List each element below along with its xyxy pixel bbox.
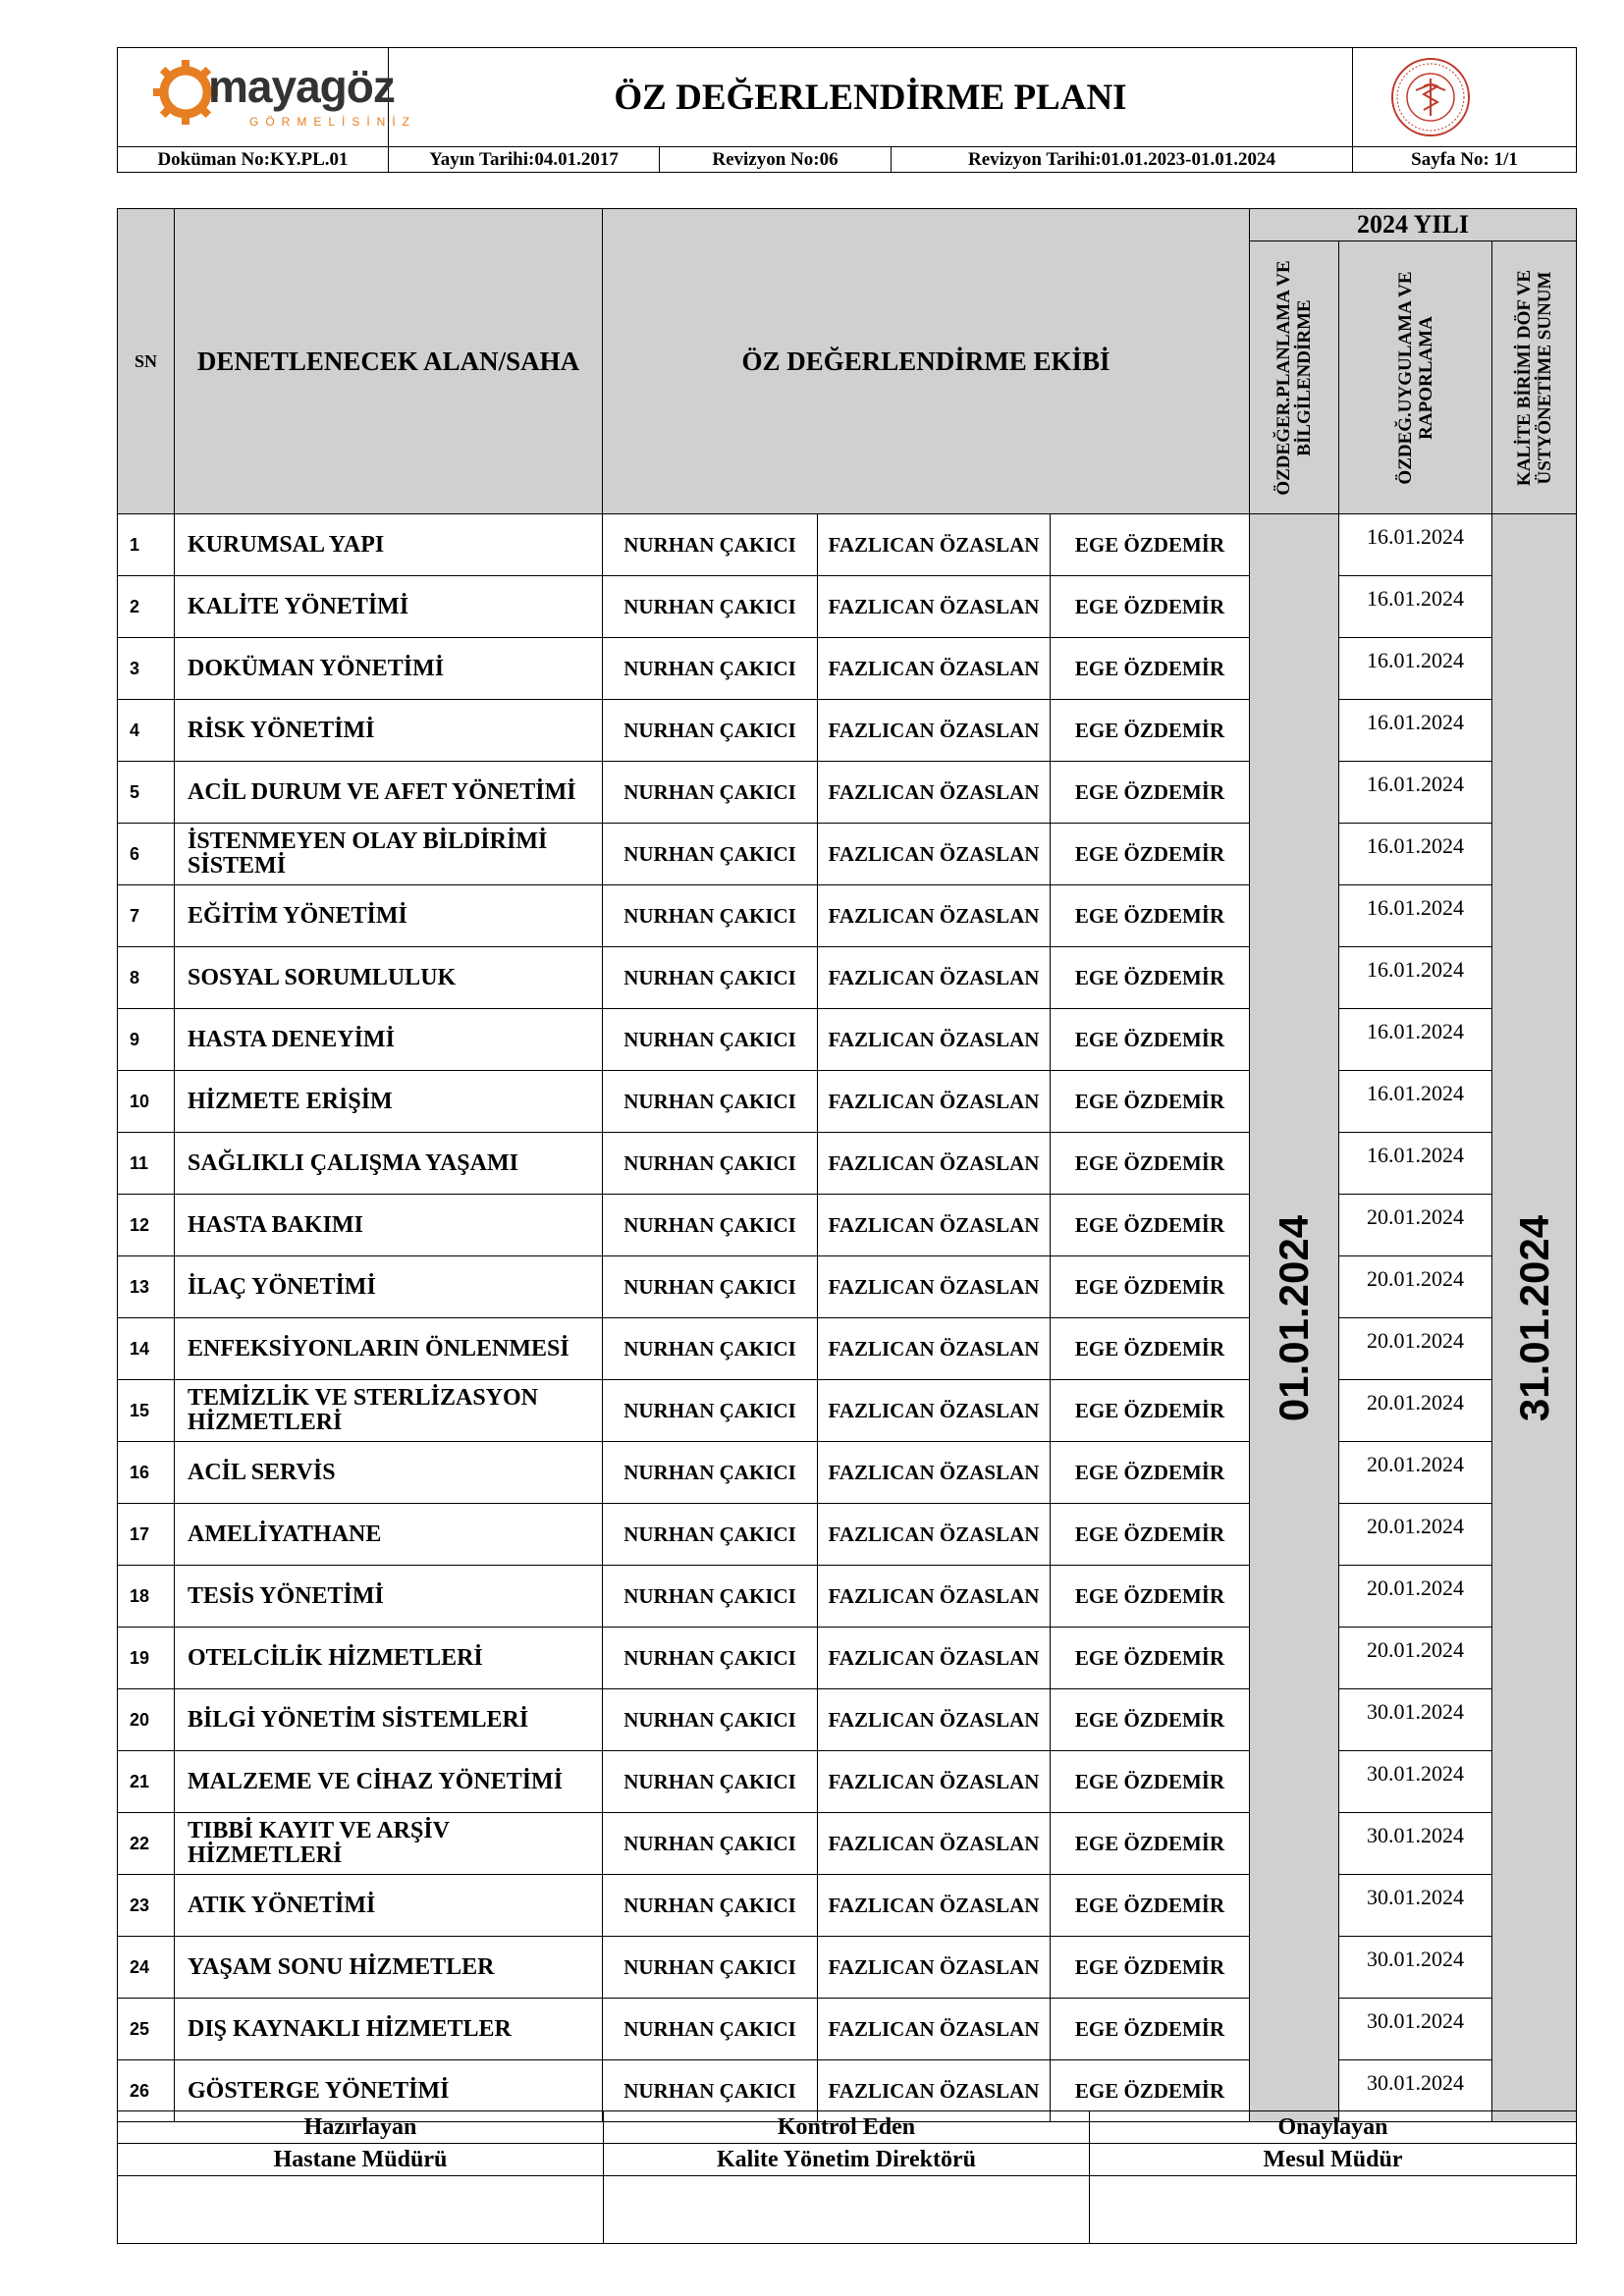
row-member-3: EGE ÖZDEMİR xyxy=(1051,1566,1250,1628)
ministry-seal-icon xyxy=(1390,57,1471,137)
row-report-date: 16.01.2024 xyxy=(1339,824,1492,885)
row-member-3: EGE ÖZDEMİR xyxy=(1051,1813,1250,1875)
row-area: TESİS YÖNETİMİ xyxy=(175,1566,603,1628)
logo-tagline: GÖRMELİSİNİZ xyxy=(249,115,417,129)
row-area: EĞİTİM YÖNETİMİ xyxy=(175,885,603,947)
row-member-1: NURHAN ÇAKICI xyxy=(603,762,818,824)
row-sn: 19 xyxy=(118,1628,175,1689)
row-member-1: NURHAN ÇAKICI xyxy=(603,2060,818,2122)
submission-date-cell xyxy=(1492,514,1577,2122)
row-member-2: FAZLICAN ÖZASLAN xyxy=(818,576,1051,638)
row-report-date: 20.01.2024 xyxy=(1339,1442,1492,1504)
row-report-date: 16.01.2024 xyxy=(1339,885,1492,947)
approved-role: Mesul Müdür xyxy=(1090,2144,1577,2176)
row-member-2: FAZLICAN ÖZASLAN xyxy=(818,1689,1051,1751)
row-sn: 2 xyxy=(118,576,175,638)
row-member-2: FAZLICAN ÖZASLAN xyxy=(818,1195,1051,1256)
row-sn: 21 xyxy=(118,1751,175,1813)
row-member-3: EGE ÖZDEMİR xyxy=(1051,885,1250,947)
row-area: İLAÇ YÖNETİMİ xyxy=(175,1256,603,1318)
row-report-date: 30.01.2024 xyxy=(1339,1751,1492,1813)
header-year: 2024 YILI xyxy=(1250,209,1577,241)
row-sn: 9 xyxy=(118,1009,175,1071)
row-member-3: EGE ÖZDEMİR xyxy=(1051,1504,1250,1566)
table-row xyxy=(118,1689,1577,1751)
table-row xyxy=(118,576,1577,638)
row-sn: 26 xyxy=(118,2060,175,2122)
submission-date: 31.01.2024 xyxy=(1510,1214,1557,1421)
row-member-1: NURHAN ÇAKICI xyxy=(603,824,818,885)
row-area: ACİL DURUM VE AFET YÖNETİMİ xyxy=(175,762,603,824)
table-row xyxy=(118,1442,1577,1504)
row-area: RİSK YÖNETİMİ xyxy=(175,700,603,762)
row-member-2: FAZLICAN ÖZASLAN xyxy=(818,638,1051,700)
row-report-date: 16.01.2024 xyxy=(1339,576,1492,638)
row-report-date: 16.01.2024 xyxy=(1339,762,1492,824)
row-area: MALZEME VE CİHAZ YÖNETİMİ xyxy=(175,1751,603,1813)
row-area: ACİL SERVİS xyxy=(175,1442,603,1504)
row-area: BİLGİ YÖNETİM SİSTEMLERİ xyxy=(175,1689,603,1751)
row-member-2: FAZLICAN ÖZASLAN xyxy=(818,1875,1051,1937)
row-member-2: FAZLICAN ÖZASLAN xyxy=(818,1566,1051,1628)
row-member-3: EGE ÖZDEMİR xyxy=(1051,1009,1250,1071)
header-submission-label: KALİTE BİRİMİ DÖF VE ÜSTYÖNETİME SUNUM xyxy=(1513,269,1555,486)
row-area: ATIK YÖNETİMİ xyxy=(175,1875,603,1937)
row-member-1: NURHAN ÇAKICI xyxy=(603,1628,818,1689)
row-report-date: 20.01.2024 xyxy=(1339,1256,1492,1318)
row-member-1: NURHAN ÇAKICI xyxy=(603,1009,818,1071)
row-member-3: EGE ÖZDEMİR xyxy=(1051,1318,1250,1380)
row-report-date: 16.01.2024 xyxy=(1339,700,1492,762)
row-area: GÖSTERGE YÖNETİMİ xyxy=(175,2060,603,2122)
checked-role: Kalite Yönetim Direktörü xyxy=(604,2144,1090,2176)
row-member-2: FAZLICAN ÖZASLAN xyxy=(818,762,1051,824)
row-area: OTELCİLİK HİZMETLERİ xyxy=(175,1628,603,1689)
table-row xyxy=(118,824,1577,885)
row-sn: 20 xyxy=(118,1689,175,1751)
row-member-2: FAZLICAN ÖZASLAN xyxy=(818,1628,1051,1689)
row-sn: 23 xyxy=(118,1875,175,1937)
table-row xyxy=(118,1628,1577,1689)
row-member-2: FAZLICAN ÖZASLAN xyxy=(818,824,1051,885)
row-member-1: NURHAN ÇAKICI xyxy=(603,1071,818,1133)
row-member-3: EGE ÖZDEMİR xyxy=(1051,1380,1250,1442)
row-sn: 3 xyxy=(118,638,175,700)
row-member-3: EGE ÖZDEMİR xyxy=(1051,576,1250,638)
row-area: YAŞAM SONU HİZMETLER xyxy=(175,1937,603,1999)
checked-label: Kontrol Eden xyxy=(604,2111,1090,2144)
row-member-2: FAZLICAN ÖZASLAN xyxy=(818,2060,1051,2122)
header-reporting xyxy=(1339,241,1492,514)
row-member-3: EGE ÖZDEMİR xyxy=(1051,1999,1250,2060)
row-report-date: 16.01.2024 xyxy=(1339,1071,1492,1133)
row-member-1: NURHAN ÇAKICI xyxy=(603,1380,818,1442)
row-report-date: 30.01.2024 xyxy=(1339,1937,1492,1999)
row-area: SOSYAL SORUMLULUK xyxy=(175,947,603,1009)
row-member-1: NURHAN ÇAKICI xyxy=(603,1318,818,1380)
row-member-1: NURHAN ÇAKICI xyxy=(603,1689,818,1751)
row-member-1: NURHAN ÇAKICI xyxy=(603,514,818,576)
revision-date: Revizyon Tarihi:01.01.2023-01.01.2024 xyxy=(892,147,1353,173)
row-sn: 17 xyxy=(118,1504,175,1566)
row-member-2: FAZLICAN ÖZASLAN xyxy=(818,1009,1051,1071)
table-body xyxy=(118,514,1577,2122)
row-member-3: EGE ÖZDEMİR xyxy=(1051,514,1250,576)
row-member-3: EGE ÖZDEMİR xyxy=(1051,1071,1250,1133)
prepared-signature-box[interactable] xyxy=(118,2176,604,2244)
page-number: Sayfa No: 1/1 xyxy=(1353,147,1577,173)
row-report-date: 20.01.2024 xyxy=(1339,1318,1492,1380)
row-member-1: NURHAN ÇAKICI xyxy=(603,576,818,638)
row-report-date: 16.01.2024 xyxy=(1339,638,1492,700)
row-member-3: EGE ÖZDEMİR xyxy=(1051,1442,1250,1504)
row-sn: 11 xyxy=(118,1133,175,1195)
table-row xyxy=(118,1999,1577,2060)
publish-date: Yayın Tarihi:04.01.2017 xyxy=(389,147,660,173)
row-member-1: NURHAN ÇAKICI xyxy=(603,1442,818,1504)
row-member-1: NURHAN ÇAKICI xyxy=(603,885,818,947)
row-area: KURUMSAL YAPI xyxy=(175,514,603,576)
row-member-1: NURHAN ÇAKICI xyxy=(603,1813,818,1875)
checked-signature-box[interactable] xyxy=(604,2176,1090,2244)
header-team: ÖZ DEĞERLENDİRME EKİBİ xyxy=(603,209,1250,514)
row-report-date: 20.01.2024 xyxy=(1339,1628,1492,1689)
row-member-1: NURHAN ÇAKICI xyxy=(603,1751,818,1813)
row-member-3: EGE ÖZDEMİR xyxy=(1051,1256,1250,1318)
document-info-row xyxy=(118,147,1577,173)
logo-cell xyxy=(118,48,417,147)
row-area: DOKÜMAN YÖNETİMİ xyxy=(175,638,603,700)
table-row xyxy=(118,762,1577,824)
row-member-2: FAZLICAN ÖZASLAN xyxy=(818,1813,1051,1875)
row-member-3: EGE ÖZDEMİR xyxy=(1051,2060,1250,2122)
table-row xyxy=(118,1380,1577,1442)
row-sn: 18 xyxy=(118,1566,175,1628)
row-member-2: FAZLICAN ÖZASLAN xyxy=(818,1071,1051,1133)
row-report-date: 20.01.2024 xyxy=(1339,1380,1492,1442)
row-member-3: EGE ÖZDEMİR xyxy=(1051,1133,1250,1195)
row-area: SAĞLIKLI ÇALIŞMA YAŞAMI xyxy=(175,1133,603,1195)
row-sn: 1 xyxy=(118,514,175,576)
row-member-2: FAZLICAN ÖZASLAN xyxy=(818,1751,1051,1813)
row-sn: 6 xyxy=(118,824,175,885)
approved-label: Onaylayan xyxy=(1090,2111,1577,2144)
row-member-1: NURHAN ÇAKICI xyxy=(603,1133,818,1195)
row-member-2: FAZLICAN ÖZASLAN xyxy=(818,1999,1051,2060)
row-member-3: EGE ÖZDEMİR xyxy=(1051,1751,1250,1813)
approved-signature-box[interactable] xyxy=(1090,2176,1577,2244)
row-member-2: FAZLICAN ÖZASLAN xyxy=(818,514,1051,576)
row-member-3: EGE ÖZDEMİR xyxy=(1051,1628,1250,1689)
row-sn: 5 xyxy=(118,762,175,824)
row-member-3: EGE ÖZDEMİR xyxy=(1051,1195,1250,1256)
table-row xyxy=(118,1875,1577,1937)
row-member-3: EGE ÖZDEMİR xyxy=(1051,824,1250,885)
table-row xyxy=(118,947,1577,1009)
row-report-date: 30.01.2024 xyxy=(1339,1999,1492,2060)
row-area: TEMİZLİK VE STERLİZASYON HİZMETLERİ xyxy=(175,1380,603,1442)
document-header xyxy=(117,47,1577,173)
table-row xyxy=(118,514,1577,576)
row-member-2: FAZLICAN ÖZASLAN xyxy=(818,1318,1051,1380)
row-sn: 16 xyxy=(118,1442,175,1504)
row-member-1: NURHAN ÇAKICI xyxy=(603,700,818,762)
signature-table xyxy=(117,2110,1577,2244)
table-row xyxy=(118,1813,1577,1875)
row-member-1: NURHAN ÇAKICI xyxy=(603,1937,818,1999)
prepared-label: Hazırlayan xyxy=(118,2111,604,2144)
row-sn: 24 xyxy=(118,1937,175,1999)
row-sn: 7 xyxy=(118,885,175,947)
header-area: DENETLENECEK ALAN/SAHA xyxy=(175,209,603,514)
row-sn: 10 xyxy=(118,1071,175,1133)
row-sn: 13 xyxy=(118,1256,175,1318)
row-sn: 15 xyxy=(118,1380,175,1442)
seal-cell xyxy=(1353,48,1577,147)
row-report-date: 30.01.2024 xyxy=(1339,1813,1492,1875)
row-member-2: FAZLICAN ÖZASLAN xyxy=(818,700,1051,762)
row-member-2: FAZLICAN ÖZASLAN xyxy=(818,947,1051,1009)
row-member-1: NURHAN ÇAKICI xyxy=(603,1195,818,1256)
row-report-date: 30.01.2024 xyxy=(1339,1875,1492,1937)
row-report-date: 16.01.2024 xyxy=(1339,1133,1492,1195)
header-submission xyxy=(1492,241,1577,514)
row-report-date: 30.01.2024 xyxy=(1339,1689,1492,1751)
row-sn: 14 xyxy=(118,1318,175,1380)
row-sn: 22 xyxy=(118,1813,175,1875)
row-report-date: 20.01.2024 xyxy=(1339,1504,1492,1566)
row-member-3: EGE ÖZDEMİR xyxy=(1051,762,1250,824)
row-area: HİZMETE ERİŞİM xyxy=(175,1071,603,1133)
row-sn: 12 xyxy=(118,1195,175,1256)
row-member-3: EGE ÖZDEMİR xyxy=(1051,947,1250,1009)
planning-date: 01.01.2024 xyxy=(1271,1214,1317,1421)
planning-date-cell xyxy=(1250,514,1339,2122)
row-sn: 25 xyxy=(118,1999,175,2060)
prepared-role: Hastane Müdürü xyxy=(118,2144,604,2176)
row-area: ENFEKSİYONLARIN ÖNLENMESİ xyxy=(175,1318,603,1380)
mayagoz-logo xyxy=(151,58,417,136)
row-member-3: EGE ÖZDEMİR xyxy=(1051,700,1250,762)
row-report-date: 20.01.2024 xyxy=(1339,1566,1492,1628)
row-member-2: FAZLICAN ÖZASLAN xyxy=(818,1380,1051,1442)
row-member-1: NURHAN ÇAKICI xyxy=(603,1256,818,1318)
row-member-1: NURHAN ÇAKICI xyxy=(603,947,818,1009)
table-row xyxy=(118,1256,1577,1318)
row-member-2: FAZLICAN ÖZASLAN xyxy=(818,1133,1051,1195)
table-row xyxy=(118,1318,1577,1380)
header-planning-label: ÖZDEĞER.PLANLAMA VE BİLGİLENDİRME xyxy=(1273,259,1315,496)
row-area: TIBBİ KAYIT VE ARŞİV HİZMETLERİ xyxy=(175,1813,603,1875)
table-row xyxy=(118,885,1577,947)
row-member-2: FAZLICAN ÖZASLAN xyxy=(818,1442,1051,1504)
table-row xyxy=(118,1071,1577,1133)
table-row xyxy=(118,1566,1577,1628)
row-report-date: 16.01.2024 xyxy=(1339,947,1492,1009)
header-sn: SN xyxy=(118,209,175,514)
doc-number: Doküman No:KY.PL.01 xyxy=(118,147,389,173)
row-area: KALİTE YÖNETİMİ xyxy=(175,576,603,638)
table-row xyxy=(118,1009,1577,1071)
row-member-1: NURHAN ÇAKICI xyxy=(603,1504,818,1566)
row-member-3: EGE ÖZDEMİR xyxy=(1051,1937,1250,1999)
row-member-3: EGE ÖZDEMİR xyxy=(1051,1875,1250,1937)
row-report-date: 16.01.2024 xyxy=(1339,1009,1492,1071)
row-member-1: NURHAN ÇAKICI xyxy=(603,1566,818,1628)
row-area: HASTA DENEYİMİ xyxy=(175,1009,603,1071)
table-row xyxy=(118,1751,1577,1813)
header-reporting-label: ÖZDEĞ.UYGULAMA VE RAPORLAMA xyxy=(1394,270,1436,485)
row-area: AMELİYATHANE xyxy=(175,1504,603,1566)
row-report-date: 30.01.2024 xyxy=(1339,2060,1492,2122)
table-row xyxy=(118,1504,1577,1566)
revision-number: Revizyon No:06 xyxy=(660,147,892,173)
row-member-2: FAZLICAN ÖZASLAN xyxy=(818,885,1051,947)
row-member-2: FAZLICAN ÖZASLAN xyxy=(818,1504,1051,1566)
table-row xyxy=(118,1195,1577,1256)
row-sn: 4 xyxy=(118,700,175,762)
table-row xyxy=(118,1133,1577,1195)
table-row xyxy=(118,638,1577,700)
table-row xyxy=(118,1937,1577,1999)
row-member-2: FAZLICAN ÖZASLAN xyxy=(818,1937,1051,1999)
logo-name: mayagöz xyxy=(208,61,395,112)
row-area: HASTA BAKIMI xyxy=(175,1195,603,1256)
document-title: ÖZ DEĞERLENDİRME PLANI xyxy=(389,48,1353,147)
row-report-date: 20.01.2024 xyxy=(1339,1195,1492,1256)
row-member-1: NURHAN ÇAKICI xyxy=(603,638,818,700)
row-member-1: NURHAN ÇAKICI xyxy=(603,1875,818,1937)
row-member-2: FAZLICAN ÖZASLAN xyxy=(818,1256,1051,1318)
row-member-1: NURHAN ÇAKICI xyxy=(603,1999,818,2060)
row-member-3: EGE ÖZDEMİR xyxy=(1051,638,1250,700)
row-report-date: 16.01.2024 xyxy=(1339,514,1492,576)
table-row xyxy=(118,700,1577,762)
row-member-3: EGE ÖZDEMİR xyxy=(1051,1689,1250,1751)
row-area: DIŞ KAYNAKLI HİZMETLER xyxy=(175,1999,603,2060)
self-assessment-plan-table xyxy=(117,208,1577,2122)
row-area: İSTENMEYEN OLAY BİLDİRİMİ SİSTEMİ xyxy=(175,824,603,885)
row-sn: 8 xyxy=(118,947,175,1009)
header-planning xyxy=(1250,241,1339,514)
